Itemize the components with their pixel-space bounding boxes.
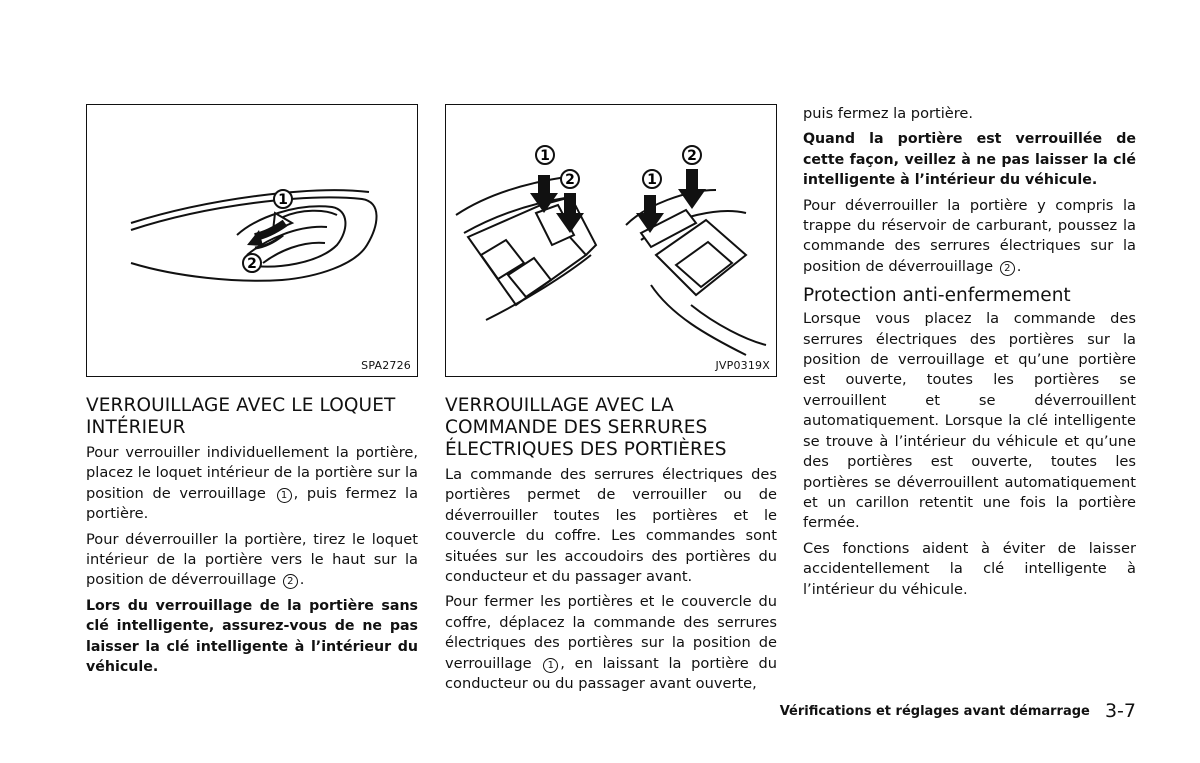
callout-2-label: 2 [565,172,575,188]
position-marker: 1 [277,488,292,503]
callout-2-label: 2 [247,256,257,272]
power-lock-switch-illustration [446,105,777,377]
inside-lock-knob-illustration [87,105,418,377]
power-lock-switch-figure [445,104,777,377]
page-number: 3-7 [1104,700,1136,722]
section-heading: VERROUILLAGE AVEC LA COMMANDE DES SERRURES ÉLECTRIQUES DES PORTIÈRES [445,395,727,460]
right-column [803,104,1136,605]
warning-text: Lors du verrouillage de la portière sans clé intelligente, assurez-vous de ne pas laisser la clé intelligente à l’intérieur du véhicule. [86,597,418,676]
position-marker: 2 [1000,261,1015,276]
callout-2-label: 2 [687,148,697,164]
footer-section-title: Vérifications et réglages avant démarrage [779,704,1090,719]
page-footer [700,700,1136,722]
figure-code: SPA2726 [361,359,411,372]
inside-lock-knob-figure [86,104,418,377]
left-column [86,104,418,682]
position-marker: 1 [543,658,558,673]
figure-code: JVP0319X [715,359,770,372]
paragraph: Pour déverrouiller la portière, tirez le loquet intérieur de la portière vers le haut sur la position de déverrouillage 2 . [86,530,418,589]
paragraph: Lorsque vous placez la commande des serrures électriques des portières sur la position de verrouillage et qu’une portière est ouverte, toutes les portières se verrouillent et se déverrouillent automatiquement. Lorsque la clé intelligente se trouve à l’intérieur du véhicule et qu’une des portières est ouverte, toutes les portières se déverrouillent automatiquement et un carillon retentit une fois la portière fermée. [803,310,1136,532]
paragraph: Ces fonctions aident à éviter de laisser accidentellement la clé intelligente à l’intérieur du véhicule. [803,539,1136,598]
paragraph: La commande des serrures électriques des portières permet de verrouiller ou de déverrouiller toutes les portières et le couvercle du coffre. Les commandes sont situées sur les accoudoirs des portières du conducteur et du passager avant. [445,466,777,586]
paragraph: Pour déverrouiller la portière y compris la trappe du réservoir de carburant, poussez la commande des serrures électriques sur la position de déverrouillage 2 . [803,196,1136,275]
warning-text: Quand la portière est verrouillée de cette façon, veillez à ne pas laisser la clé intelligente à l’intérieur du véhicule. [803,131,1136,189]
paragraph: puis fermez la portière. [803,105,974,122]
middle-column [445,104,777,699]
paragraph: Pour fermer les portières et le couvercle du coffre, déplacez la commande des serrures électriques des portières sur la position de verrouillage 1 , en laissant la portière du conducteur ou du passager avant ouverte, [445,593,777,693]
callout-1-label: 1 [540,148,550,164]
subsection-heading: Protection anti-enfermement [803,285,1071,307]
paragraph: Pour verrouiller individuellement la portière, placez le loquet intérieur de la portière sur la position de verrouillage 1 , puis fermez la portière. [86,444,419,523]
position-marker: 2 [283,574,298,589]
callout-1-label: 1 [647,172,657,188]
callout-1-label: 1 [278,192,288,208]
section-heading: VERROUILLAGE AVEC LE LOQUET INTÉRIEUR [86,395,396,438]
